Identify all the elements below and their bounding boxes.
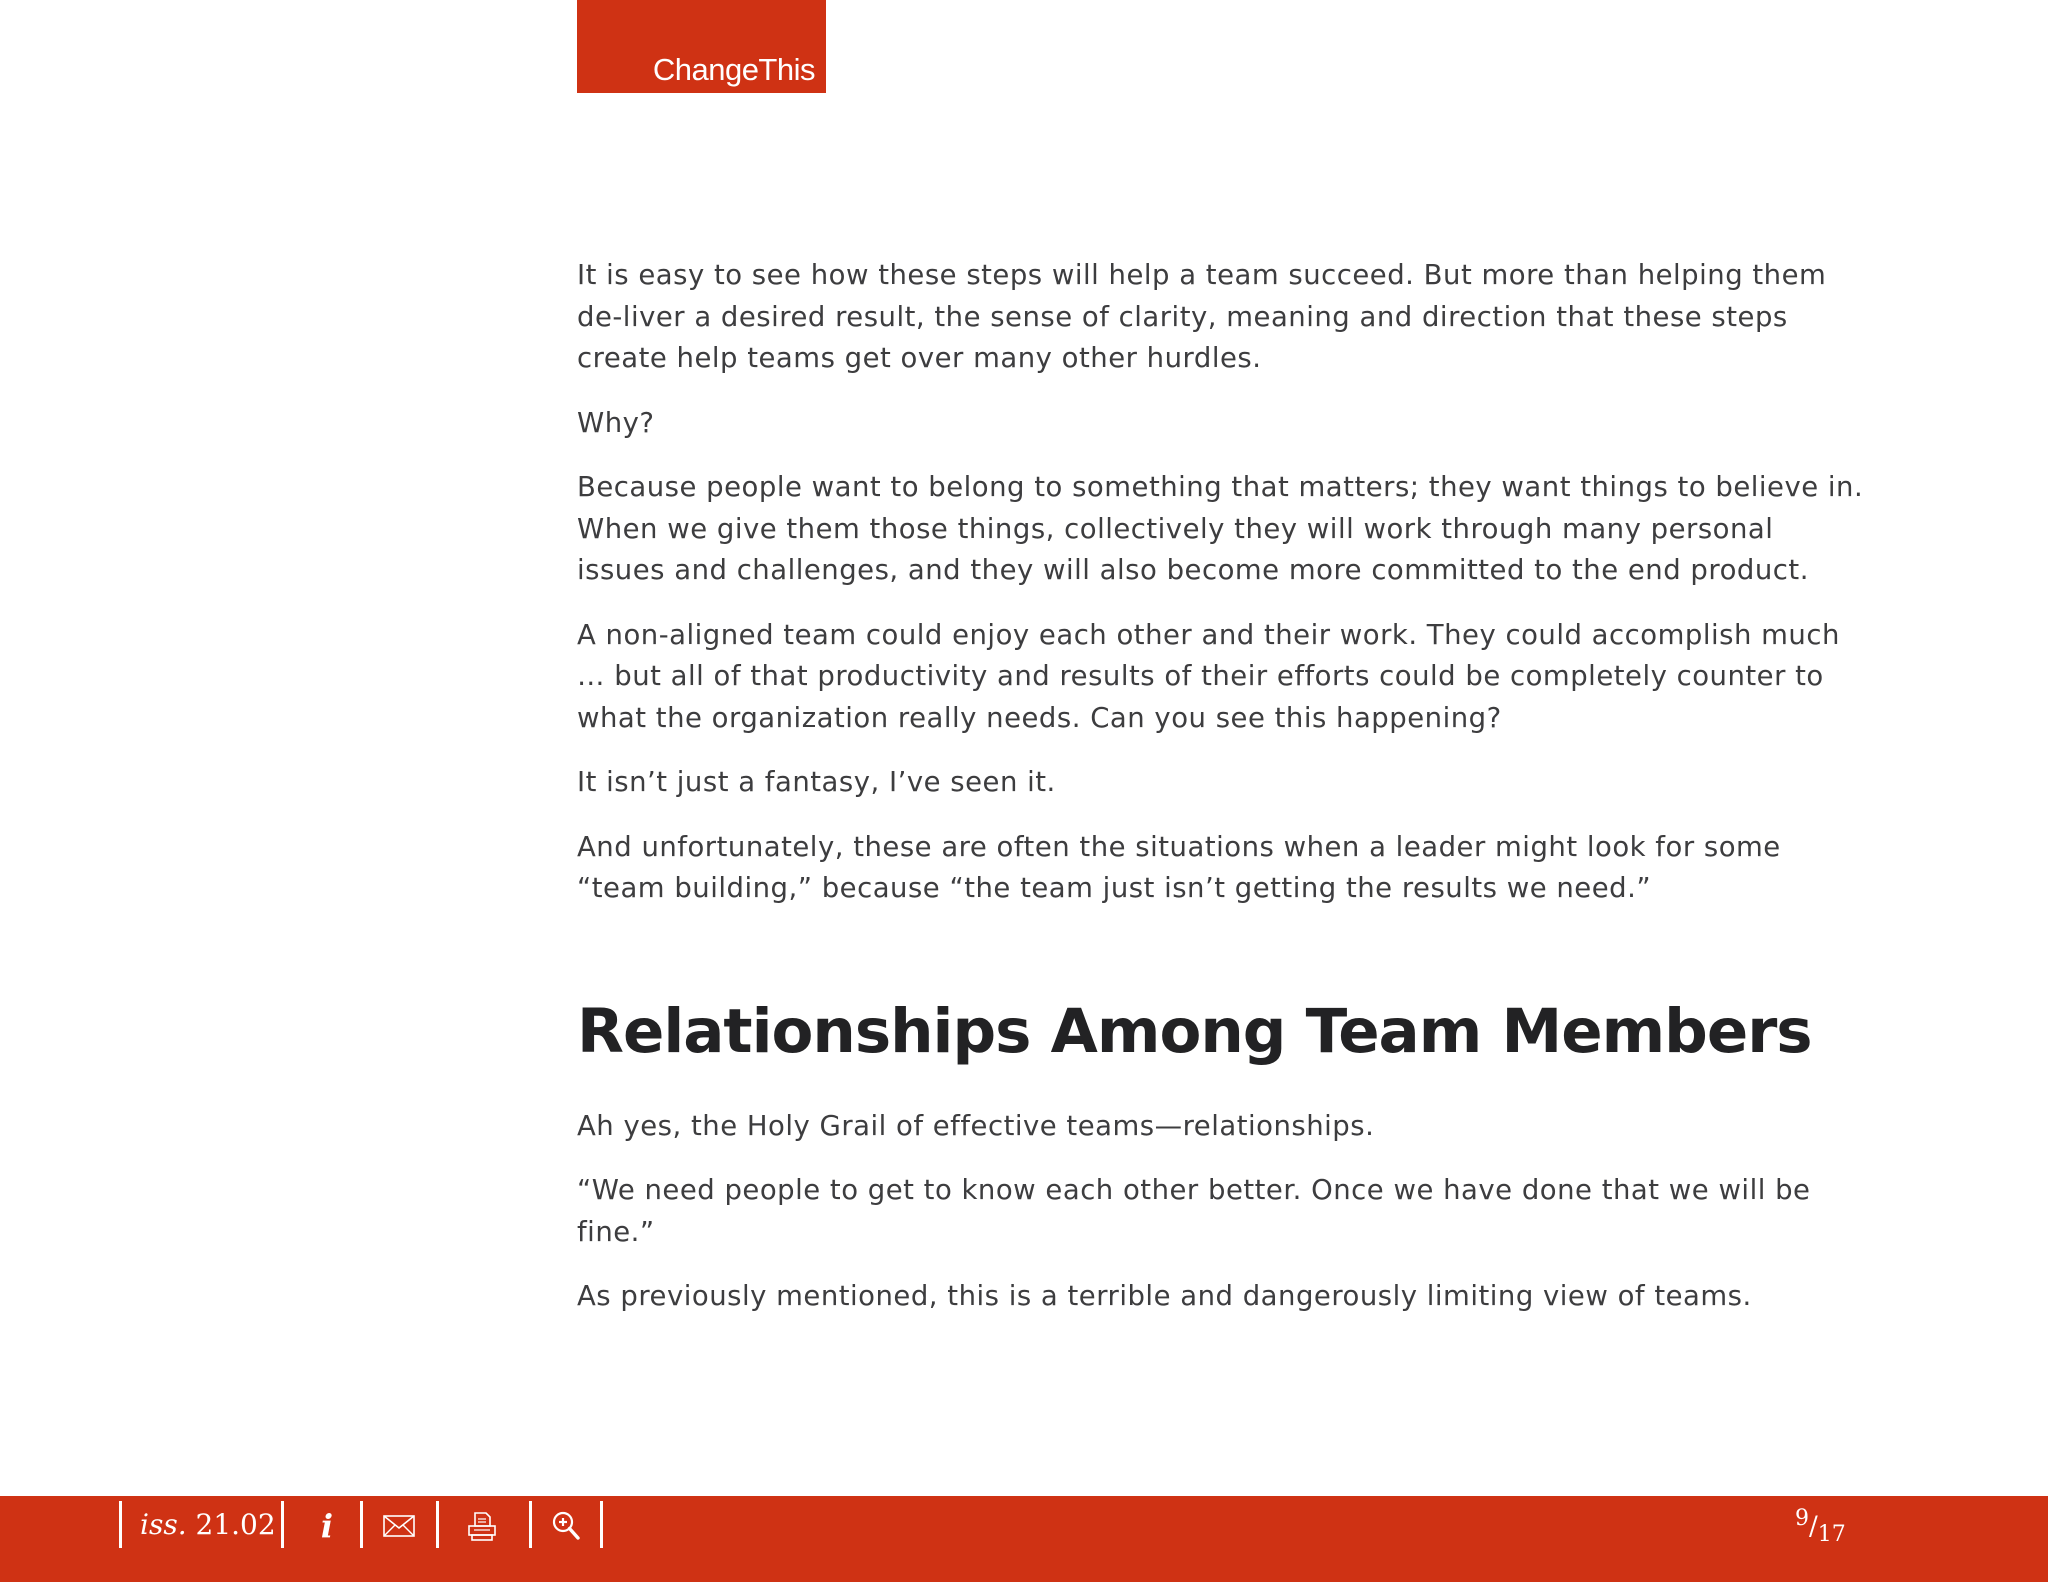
brand-tab (577, 0, 826, 93)
toolbar-divider (119, 1501, 122, 1548)
paragraph: “We need people to get to know each other better. Once we have done that we will be fine.” (577, 1174, 1811, 1248)
toolbar-divider (360, 1501, 363, 1548)
toolbar-divider (529, 1501, 532, 1548)
brand-logo-text: ChangeThis (652, 52, 815, 87)
mail-icon (383, 1515, 415, 1537)
info-icon: i (320, 1507, 334, 1545)
zoom-button[interactable] (549, 1504, 583, 1548)
print-icon (466, 1510, 498, 1542)
paragraph: And unfortunately, these are often the situations when a leader might look for some “team building,” because “the team just isn’t getting the results we need.” (577, 830, 1781, 904)
page-total: 17 (1817, 1521, 1846, 1547)
paragraph: A non-aligned team could enjoy each other and their work. They could accomplish much … but all of that productivity and results of their efforts could be completely counter to what the organization really needs. Can you see this happening? (577, 618, 1840, 734)
paragraph: Ah yes, the Holy Grail of effective teams—relationships. (577, 1109, 1375, 1142)
paragraph: Why? (577, 406, 655, 439)
article-body (577, 255, 1867, 1341)
email-button[interactable] (380, 1504, 418, 1548)
toolbar-divider (436, 1501, 439, 1548)
zoom-in-icon (551, 1510, 581, 1542)
toolbar-divider (600, 1501, 603, 1548)
section-heading: Relationships Among Team Members (577, 995, 1812, 1067)
paragraph: As previously mentioned, this is a terrible and dangerously limiting view of teams. (577, 1280, 1752, 1312)
issue-prefix: iss. (140, 1508, 187, 1541)
paragraph: It is easy to see how these steps will help a team succeed. But more than helping them de-liver a desired result, the sense of clarity, meaning and direction that these steps create help teams get over many other hurdles. (577, 259, 1827, 374)
issue-label (140, 1508, 276, 1541)
paragraph: It isn’t just a fantasy, I’ve seen it. (577, 766, 1056, 798)
footer-toolbar (0, 1496, 2048, 1582)
page-indicator (1795, 1506, 1846, 1547)
page-current: 9 (1795, 1506, 1809, 1531)
page-separator: / (1809, 1511, 1818, 1542)
paragraph: Because people want to belong to something that matters; they want things to believe in. When we give them those things, collectively they will work through many personal issues and challenges, and they will also become more committed to the end product. (577, 471, 1864, 586)
toolbar-divider (281, 1501, 284, 1548)
print-button[interactable] (462, 1504, 502, 1548)
issue-number: 21.02 (195, 1508, 276, 1541)
info-button[interactable] (312, 1504, 342, 1548)
